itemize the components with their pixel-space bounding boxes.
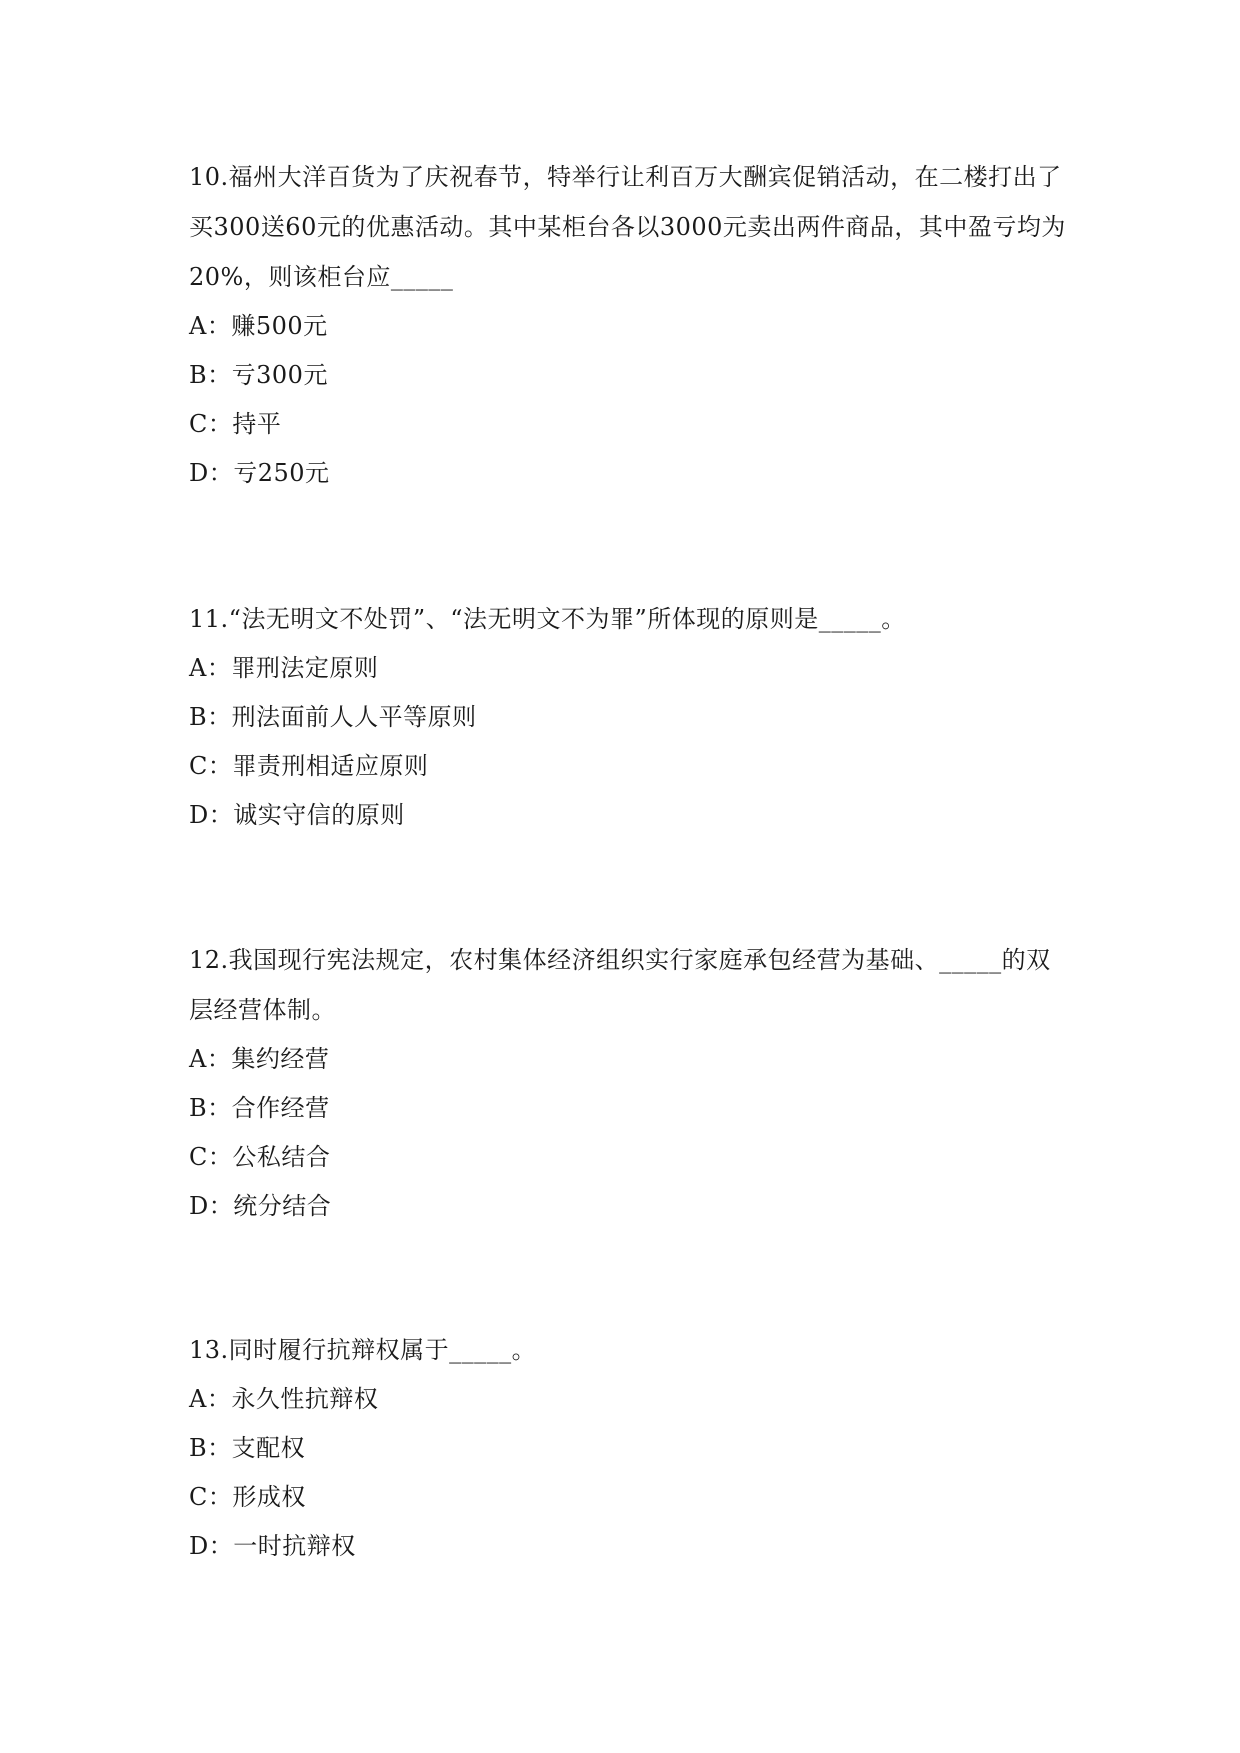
question-stem: 13.同时履行抗辩权属于_____。 xyxy=(189,1336,537,1364)
option-d: D：亏250元 xyxy=(189,459,330,487)
option-a: A：赚500元 xyxy=(189,312,328,340)
question-12 xyxy=(189,935,1069,1231)
option-a: A：永久性抗辩权 xyxy=(189,1385,379,1413)
question-stem: 12.我国现行宪法规定，农村集体经济组织实行家庭承包经营为基础、_____的双层经营体制。 xyxy=(189,946,1051,1024)
option-a: A：集约经营 xyxy=(189,1045,330,1073)
question-13 xyxy=(189,1325,1069,1571)
option-c: C：形成权 xyxy=(189,1483,306,1511)
question-stem: 11.“法无明文不处罚”、“法无明文不为罪”所体现的原则是_____。 xyxy=(189,605,906,633)
option-b: B：合作经营 xyxy=(189,1094,330,1122)
option-d: D：统分结合 xyxy=(189,1192,332,1220)
option-c: C：罪责刑相适应原则 xyxy=(189,752,429,780)
option-d: D：诚实守信的原则 xyxy=(189,801,405,829)
option-a: A：罪刑法定原则 xyxy=(189,654,379,682)
question-11 xyxy=(189,594,1069,840)
question-stem: 10.福州大洋百货为了庆祝春节，特举行让利百万大酬宾促销活动，在二楼打出了买300送60元的优惠活动。其中某柜台各以3000元卖出两件商品，其中盈亏均为20%，则该柜台应_____ xyxy=(189,163,1066,291)
question-10 xyxy=(189,152,1069,498)
option-b: B：刑法面前人人平等原则 xyxy=(189,703,477,731)
option-c: C：公私结合 xyxy=(189,1143,331,1171)
option-b: B：支配权 xyxy=(189,1434,306,1462)
option-c: C：持平 xyxy=(189,410,282,438)
option-b: B：亏300元 xyxy=(189,361,328,389)
option-d: D：一时抗辩权 xyxy=(189,1532,356,1560)
